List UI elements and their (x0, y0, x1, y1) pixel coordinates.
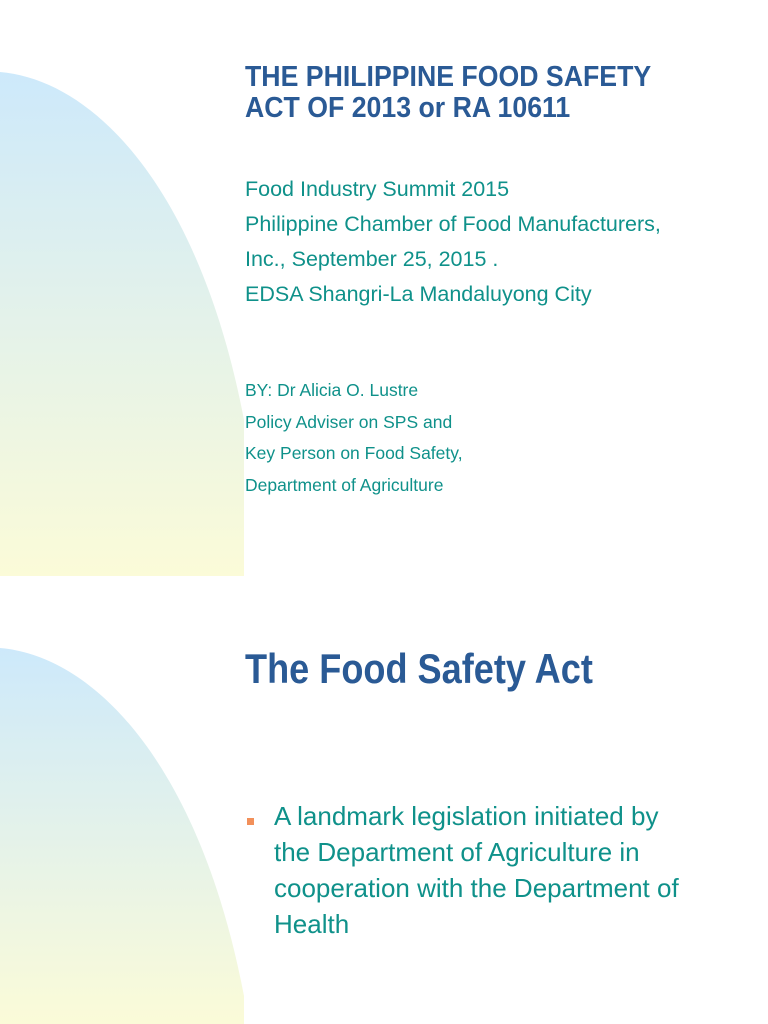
author-line: Department of Agriculture (245, 474, 444, 495)
event-line: Inc., September 25, 2015 . (245, 247, 499, 271)
presentation-title (245, 62, 714, 124)
event-line: EDSA Shangri-La Mandaluyong City (245, 282, 592, 306)
bullet-line: the Department of Agriculture in (274, 837, 640, 867)
square-bullet-icon (247, 818, 254, 825)
bullet-line: cooperation with the Department of (274, 873, 679, 903)
event-details (245, 172, 760, 312)
title-line: ACT OF 2013 or RA 10611 (245, 92, 571, 124)
decorative-gradient-arc (0, 0, 244, 576)
title-line: THE PHILIPPINE FOOD SAFETY (245, 61, 652, 93)
bullet-line: Health (274, 909, 350, 939)
bullet-line: A landmark legislation initiated by (274, 801, 659, 831)
slide-title-heading: The Food Safety Act (245, 645, 593, 692)
bullet-item (245, 798, 755, 942)
event-line: Food Industry Summit 2015 (245, 177, 510, 201)
event-line: Philippine Chamber of Food Manufacturers, (245, 212, 661, 236)
author-details (245, 375, 645, 501)
decorative-gradient-arc (0, 576, 244, 1024)
bullet-text (274, 798, 755, 942)
author-line: BY: Dr Alicia O. Lustre (245, 380, 419, 400)
bullet-list (245, 798, 755, 942)
author-line: Key Person on Food Safety, (245, 443, 463, 463)
author-line: Policy Adviser on SPS and (245, 411, 453, 432)
slide-food-safety-act (0, 576, 768, 1024)
